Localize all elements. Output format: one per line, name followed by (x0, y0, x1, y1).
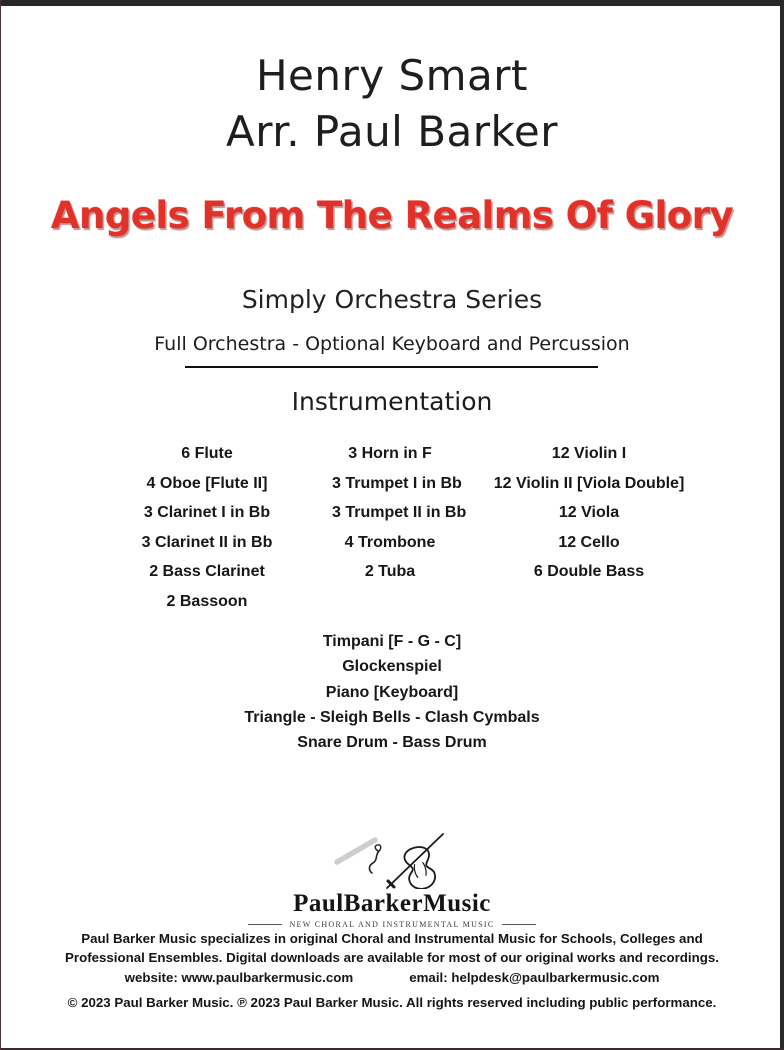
piece-title: Angels From The Realms Of Glory (50, 194, 734, 237)
website-text: website: www.paulbarkermusic.com (124, 970, 354, 985)
instrument-line: 12 Viola (558, 504, 620, 522)
instrumentation-heading: Instrumentation (291, 387, 493, 416)
series-title: Simply Orchestra Series (241, 285, 543, 314)
publisher-logo (0, 833, 784, 929)
instrument-line: 2 Bassoon (166, 592, 248, 610)
percussion-line: Glockenspiel (342, 658, 442, 676)
divider-line (185, 366, 598, 368)
copyright-text: © 2023 Paul Barker Music. ℗ 2023 Paul Barker Music. All rights reserved including public performance. (67, 995, 717, 1010)
viewer-edge-left (0, 0, 1, 1050)
percussion-list (0, 629, 784, 755)
arranger-name: Arr. Paul Barker (226, 107, 558, 156)
viewer-edge-top (0, 0, 784, 6)
percussion-line: Snare Drum - Bass Drum (297, 734, 487, 752)
instrument-line: 6 Flute (181, 445, 233, 462)
woodwind-column (82, 439, 332, 617)
percussion-line: Piano [Keyboard] (325, 683, 459, 701)
instrument-line: 2 Bass Clarinet (149, 563, 265, 581)
instrument-line: 6 Double Bass (533, 563, 645, 581)
publisher-tagline-row (248, 920, 535, 929)
instrument-line: 3 Trumpet I in Bb (332, 474, 462, 492)
instrument-line: 3 Horn in F (348, 445, 432, 462)
instrument-line: 4 Oboe [Flute II] (146, 474, 268, 492)
instrument-line: 12 Cello (558, 533, 620, 551)
instrument-line: 12 Violin II [Viola Double] (493, 474, 685, 492)
composer-name: Henry Smart (255, 51, 529, 100)
publisher-tagline: NEW CHORAL AND INSTRUMENTAL MUSIC (289, 920, 495, 929)
tagline-rule-right (502, 924, 536, 925)
percussion-line: Triangle - Sleigh Bells - Clash Cymbals (244, 708, 540, 726)
viewer-edge-right (780, 0, 784, 1050)
instrument-line: 4 Trombone (344, 533, 436, 551)
instrument-line: 12 Violin I (551, 445, 627, 462)
publisher-name: PaulBarkerMusic (293, 890, 491, 917)
contact-row (0, 970, 784, 985)
instrument-line: 2 Tuba (364, 563, 416, 581)
instrument-line: 3 Trumpet II in Bb (332, 504, 467, 522)
subtitle: Full Orchestra - Optional Keyboard and Percussion (154, 333, 630, 355)
instrument-line: 3 Clarinet I in Bb (143, 504, 271, 522)
percussion-line: Timpani [F - G - C] (322, 633, 462, 650)
strings-column (448, 439, 730, 617)
email-text: email: helpdesk@paulbarkermusic.com (409, 970, 660, 985)
footer (0, 929, 784, 1010)
instrument-line: 3 Clarinet II in Bb (141, 533, 273, 551)
instrumentation-columns (82, 439, 730, 617)
tagline-rule-left (248, 924, 282, 925)
composer-block (0, 48, 784, 160)
about-text: Paul Barker Music specializes in original Choral and Instrumental Music for Schools, Colleges and Professional Ensembles. Digital downloads are available for most of our original works and recordings. (65, 931, 719, 965)
violin-and-bow-sketch-icon (325, 833, 459, 889)
brass-column (332, 439, 467, 617)
